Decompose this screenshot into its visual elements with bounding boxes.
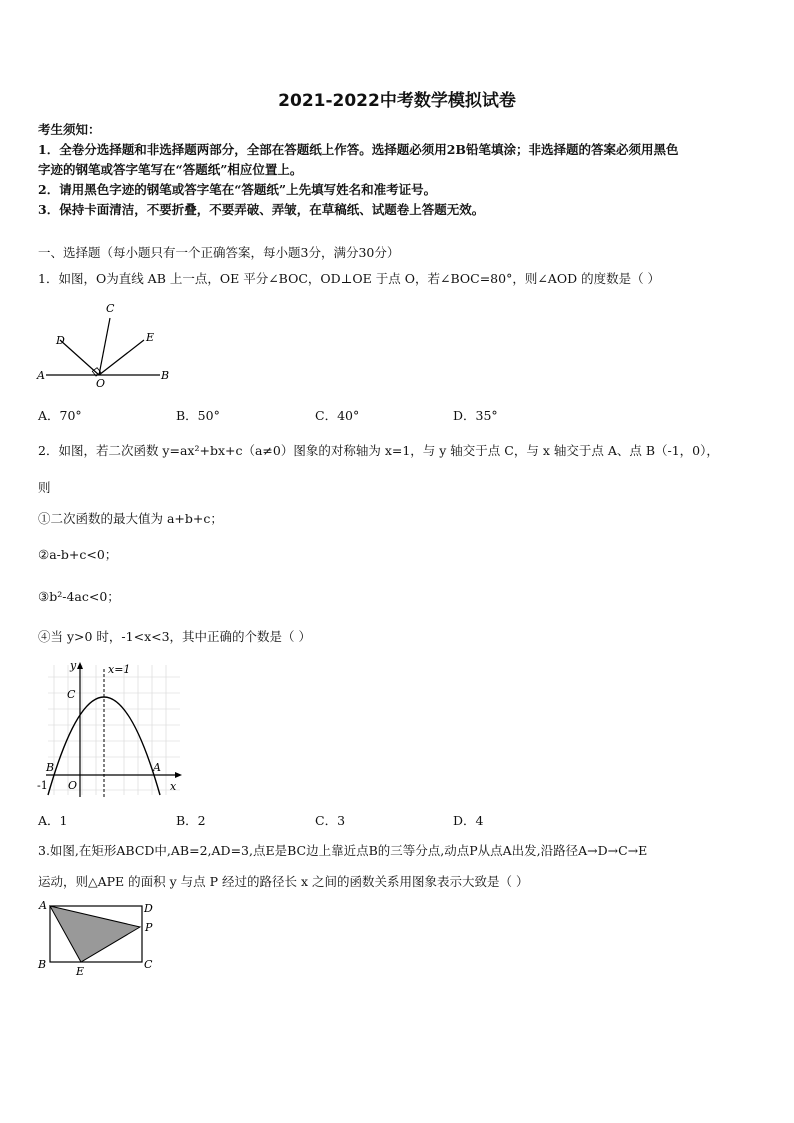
q2-option-a[interactable]: A．1 (38, 813, 68, 828)
label-origin: O (68, 779, 78, 792)
q2-statement-1: ①二次函数的最大值为 a+b+c； (38, 511, 223, 526)
notice-item-2: 2．请用黑色字迹的钢笔或答字笔在“答题纸”上先填写姓名和准考证号。 (38, 182, 437, 197)
q2-statement-4: ④当 y>0 时，-1<x<3，其中正确的个数是（ ） (38, 629, 312, 644)
q2-statement-3: ③b²-4ac<0； (38, 589, 120, 604)
label-e: E (76, 965, 85, 978)
notice-item-1: 1．全卷分选择题和非选择题两部分，全部在答题纸上作答。选择题必须用2B铅笔填涂；非选择题的答案必须用黑色 (38, 142, 679, 157)
ray-od (60, 340, 99, 375)
q1-option-b[interactable]: B．50° (176, 408, 220, 423)
label-p: P (145, 921, 153, 934)
label-minus-1: -1 (37, 779, 48, 792)
ray-oe (99, 340, 144, 375)
q2-stem: 2．如图，若二次函数 y=ax²+bx+c（a≠0）图象的对称轴为 x=1，与 y 轴交于点 C，与 x 轴交于点 A、点 B（-1，0）， (38, 443, 719, 458)
q1-stem: 1．如图，O为直线 AB 上一点，OE 平分∠BOC，OD⊥OE 于点 O，若∠BOC=80°，则∠AOD 的度数是（ ） (38, 271, 661, 286)
q2-option-d[interactable]: D．4 (453, 813, 484, 828)
notice-item-3: 3．保持卡面清洁，不要折叠，不要弄破、弄皱，在草稿纸、试题卷上答题无效。 (38, 202, 485, 217)
q1-option-c[interactable]: C．40° (315, 408, 360, 423)
q2-figure (34, 655, 186, 799)
label-x-eq-1: x=1 (108, 663, 131, 676)
q1-figure (34, 298, 184, 390)
label-c: C (106, 302, 115, 315)
x-axis-arrow (175, 772, 182, 778)
label-d: D (56, 334, 65, 347)
q2-option-c[interactable]: C．3 (315, 813, 346, 828)
exam-title: 2021-2022中考数学模拟试卷 (278, 91, 516, 111)
label-y: y (70, 659, 77, 672)
q3-stem: 3.如图,在矩形ABCD中,AB=2,AD=3,点E是BC边上靠近点B的三等分点,动点P从点A出发,沿路径A→D→C→E (38, 843, 648, 858)
q2-stem-cont: 则 (38, 480, 51, 495)
q2-option-b[interactable]: B．2 (176, 813, 206, 828)
ray-oc (99, 318, 110, 375)
label-d: D (144, 902, 153, 915)
label-b: B (38, 958, 47, 971)
label-a: A (37, 369, 45, 382)
label-a: A (39, 899, 47, 912)
q1-option-d[interactable]: D．35° (453, 408, 498, 423)
notice-heading: 考生须知： (38, 122, 101, 137)
triangle-ape (50, 906, 140, 962)
q3-stem-cont: 运动，则△APE 的面积 y 与点 P 经过的路径长 x 之间的函数关系用图象表示大致是（ ） (38, 874, 529, 889)
q1-option-a[interactable]: A．70° (38, 408, 82, 423)
label-c: C (67, 688, 76, 701)
notice-item-1-cont: 字迹的钢笔或答字笔写在“答题纸”相应位置上。 (38, 162, 303, 177)
label-b: B (161, 369, 170, 382)
label-b: B (46, 761, 55, 774)
label-e: E (146, 331, 155, 344)
label-o: O (96, 377, 106, 390)
section-heading: 一、选择题（每小题只有一个正确答案，每小题3分，满分30分） (38, 245, 400, 260)
label-x: x (170, 780, 177, 793)
label-a: A (153, 761, 161, 774)
q2-statement-2: ②a-b+c<0； (38, 547, 118, 562)
label-c: C (144, 958, 153, 971)
q3-figure (34, 896, 164, 980)
